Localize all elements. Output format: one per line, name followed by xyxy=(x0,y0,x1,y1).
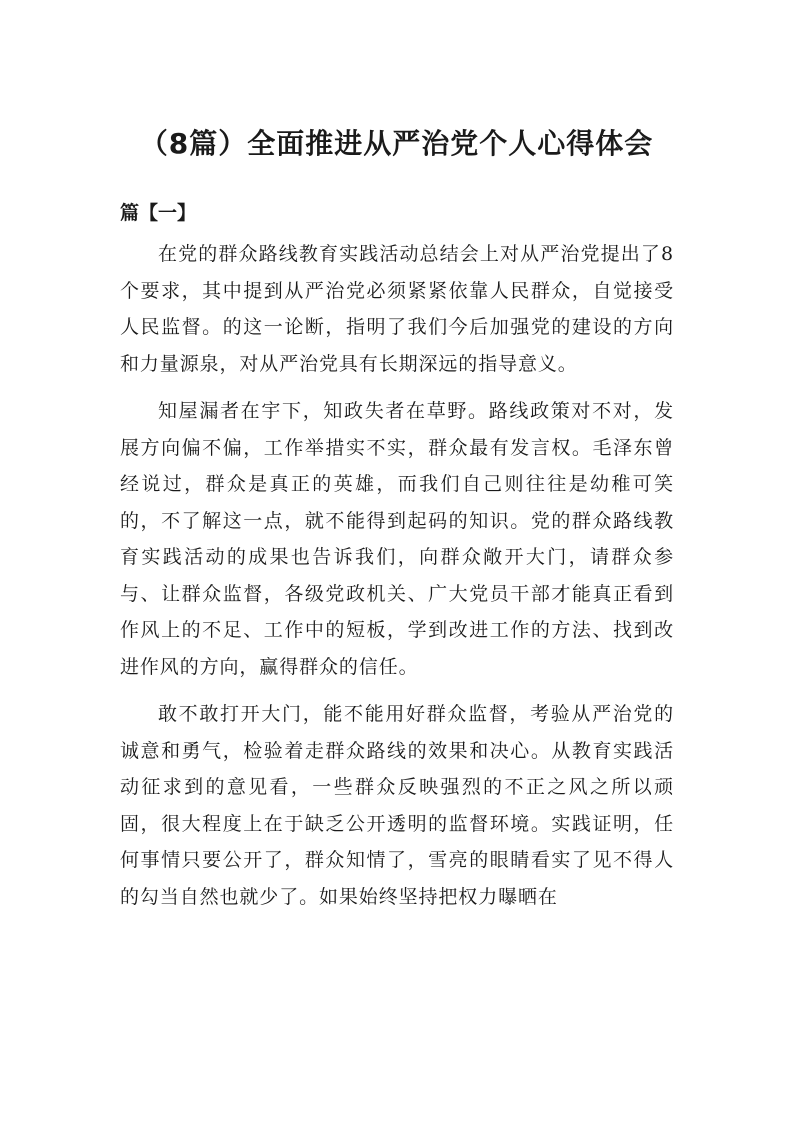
paragraph-3: 敢不敢打开大门，能不能用好群众监督，考验从严治党的诚意和勇气，检验着走群众路线的效果和决心。从教育实践活动征求到的意见看，一些群众反映强烈的不正之风之所以顽固，很大程度上在于缺乏公开透明的监督环境。实践证明，任何事情只要公开了，群众知情了，雪亮的眼睛看实了见不得人的勾当自然也就少了。如果始终坚持把权力曝晒在 xyxy=(120,703,674,908)
paragraph-2: 知屋漏者在宇下，知政失者在草野。路线政策对不对，发展方向偏不偏，工作举措实不实，群众最有发言权。毛泽东曾经说过，群众是真正的英雄，而我们自己则往往是幼稚可笑的，不了解这一点，就不能得到起码的知识。党的群众路线教育实践活动的成果也告诉我们，向群众敞开大门，请群众参与、让群众监督，各级党政机关、广大党员干部才能真正看到作风上的不足、工作中的短板，学到改进工作的方法、找到改进作风的方向，赢得群众的信任。 xyxy=(120,400,674,678)
document-body xyxy=(120,236,674,926)
document-title: （8篇）全面推进从严治党个人心得体会 xyxy=(139,127,654,160)
paragraph-1: 在党的群众路线教育实践活动总结会上对从严治党提出了8个要求，其中提到从严治党必须紧紧依靠人民群众，自觉接受人民监督。的这一论断，指明了我们今后加强党的建设的方向和力量源泉，对从严治党具有长期深远的指导意义。 xyxy=(120,243,674,375)
section-heading: 篇【一】 xyxy=(120,202,197,224)
